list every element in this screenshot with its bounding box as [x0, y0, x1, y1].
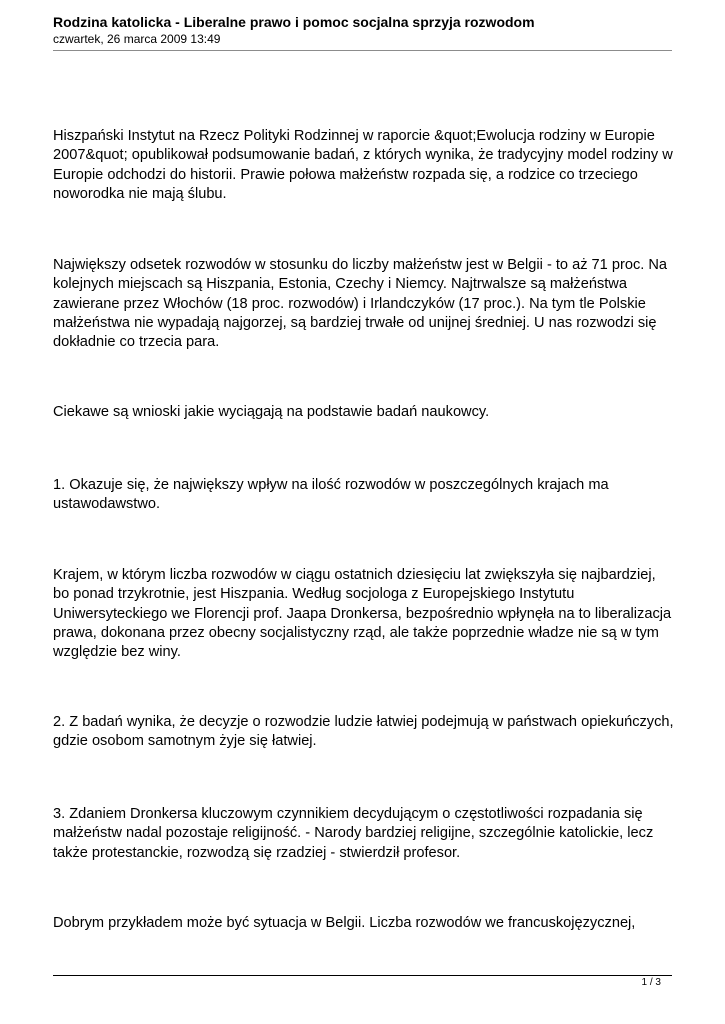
paragraph-8: Dobrym przykładem może być sytuacja w Belgii. Liczba rozwodów we francuskojęzycznej,: [53, 915, 636, 931]
page-number: 1 / 3: [641, 977, 661, 988]
paragraph-4: 1. Okazuje się, że największy wpływ na ilość rozwodów w poszczególnych krajach ma ustawodawstwo.: [53, 477, 609, 513]
paragraph-1: Hiszpański Instytut na Rzecz Polityki Rodzinnej w raporcie &quot;Ewolucja rodziny w Europie 2007&quot; opublikował podsumowanie badań, z których wynika, że tradycyjny model rodziny w Europie odchodzi do historii. Prawie połowa małżeństw rozpada się, a rodzice co trzeciego noworodka nie mają ślubu.: [53, 128, 673, 202]
header-divider: [53, 50, 672, 51]
footer-divider: [53, 975, 672, 976]
paragraph-7: 3. Zdaniem Dronkersa kluczowym czynnikiem decydującym o częstotliwości rozpadania się małżeństw nadal pozostaje religijność. - Narody bardziej religijne, szczególnie katolickie, lecz także protestanckie, rozwodzą się rzadziej - stwierdził profesor.: [53, 806, 654, 861]
paragraph-6: 2. Z badań wynika, że decyzje o rozwodzie ludzie łatwiej podejmują w państwach opiekuńczych, gdzie osobom samotnym żyje się łatwiej.: [53, 714, 674, 750]
paragraph-5: Krajem, w którym liczba rozwodów w ciągu ostatnich dziesięciu lat zwiększyła się najbardziej, bo ponad trzykrotnie, jest Hiszpania. Według socjologa z Europejskiego Instytutu Uniwersyteckiego we Florencji prof. Jaapa Dronkersa, bezpośrednio wpłynęła na to liberalizacja prawa, dokonana przez obecny socjalistyczny rząd, ale także poprzednie władze nie są w tym względzie bez winy.: [53, 567, 672, 661]
document-header: [53, 14, 673, 47]
article-date: czwartek, 26 marca 2009 13:49: [53, 32, 221, 46]
article-title: Rodzina katolicka - Liberalne prawo i pomoc socjalna sprzyja rozwodom: [53, 14, 535, 30]
paragraph-3: Ciekawe są wnioski jakie wyciągają na podstawie badań naukowcy.: [53, 404, 490, 420]
paragraph-2: Największy odsetek rozwodów w stosunku do liczby małżeństw jest w Belgii - to aż 71 proc. Na kolejnych miejscach są Hiszpania, Estonia, Czechy i Niemcy. Najtrwalsze są małżeństwa zawierane przez Włochów (18 proc. rozwodów) i Irlandczyków (17 proc.). Na tym tle Polskie małżeństwa nie wypadają najgorzej, są bardziej trwałe od unijnej średniej. U nas rozwodzi się dokładnie co trzecia para.: [53, 257, 667, 351]
